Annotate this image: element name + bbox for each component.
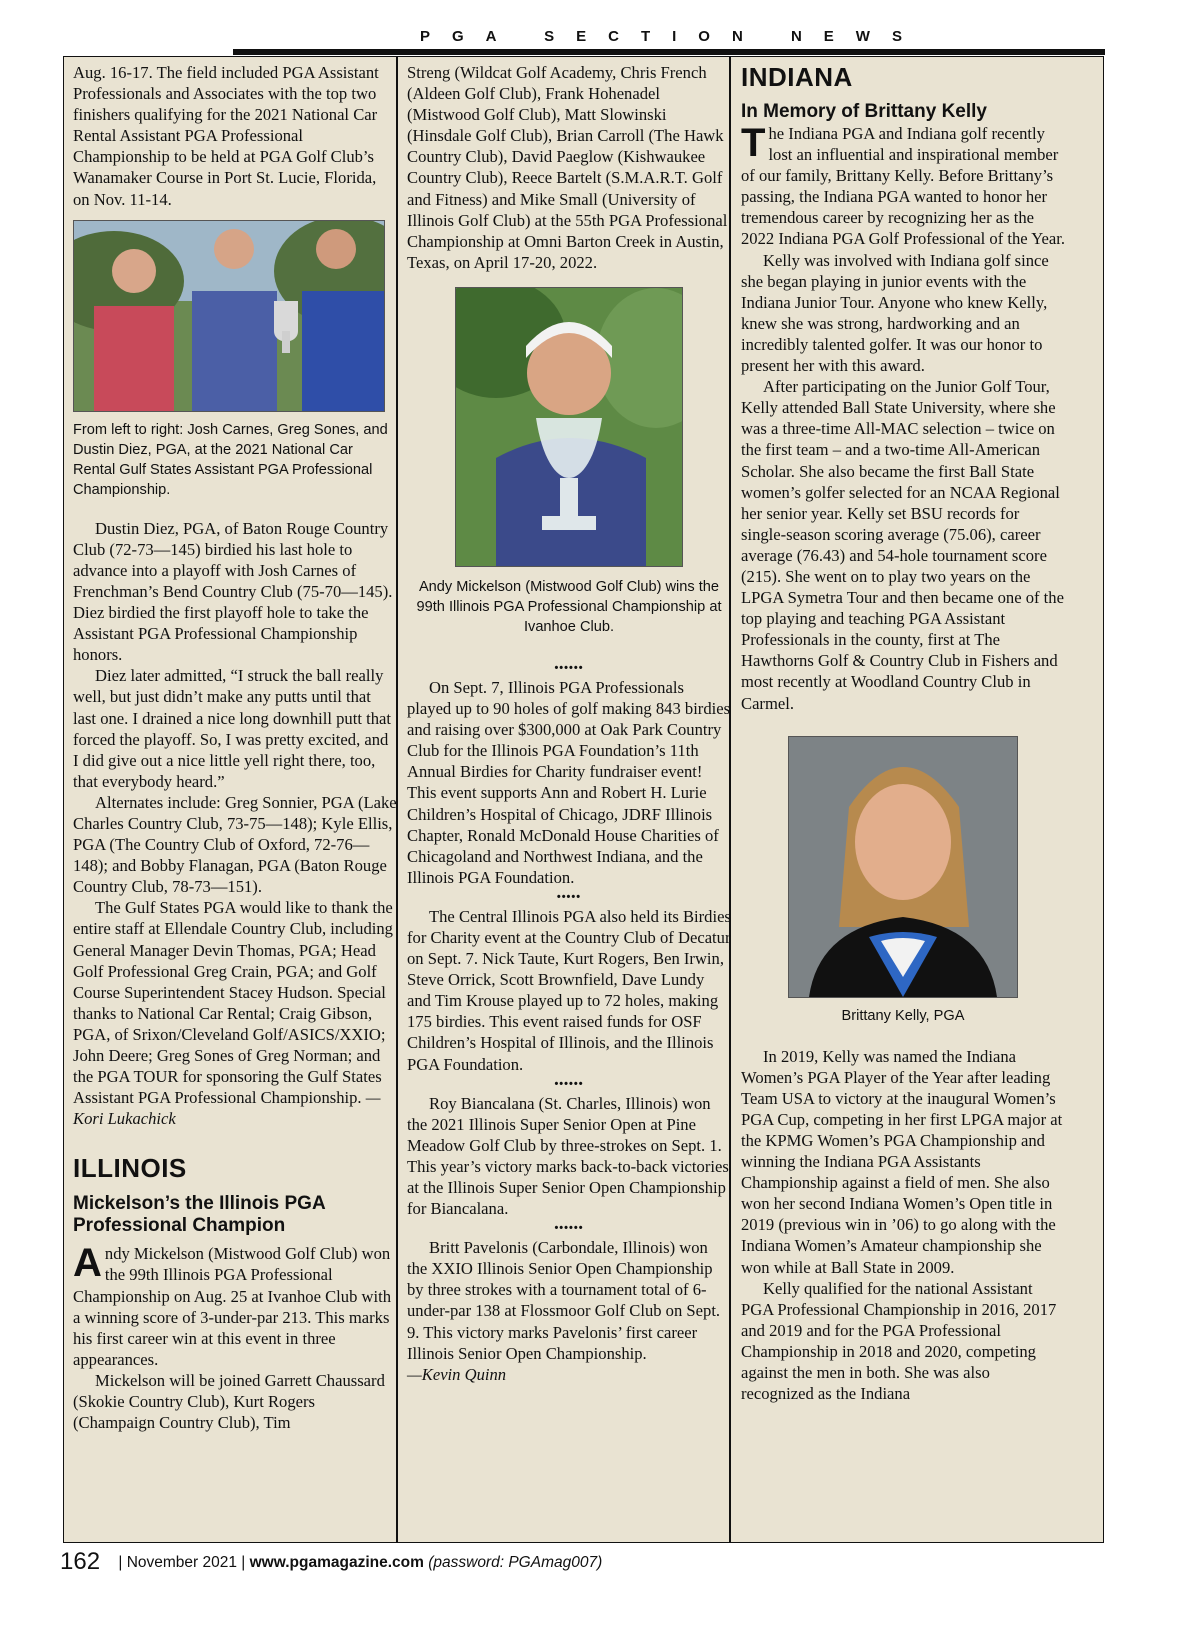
gulf-states-photo-caption: From left to right: Josh Carnes, Greg Sones, and Dustin Diez, PGA, at the 2021 National Car Rental Gulf States Assistant PGA Professional Championship. [73, 421, 388, 498]
central-illinois-paragraph: The Central Illinois PGA also held its Birdies for Charity event at the Country Club of Decatur on Sept. 7. Nick Taute, Kurt Rogers, Ben Irwin, Steve Orrick, Scott Brownfield, Dave Lundy and Tim Krouse played up to 72 holes, making 175 birdies. This event raised funds for OSF Children’s Hospital of Illinois, and the Illinois PGA Foundation. [407, 906, 731, 1074]
website-link[interactable]: www.pgamagazine.com [249, 1554, 424, 1571]
group-trophy-photo [73, 220, 385, 412]
brittany-kelly-caption: Brittany Kelly, PGA [841, 1007, 965, 1024]
password-note: (password: PGAmag007) [428, 1554, 603, 1571]
illinois-paragraph: Mickelson will be joined Garrett Chaussard (Skokie Country Club), Kurt Rogers (Champaign Country Club), Tim [73, 1370, 385, 1433]
indiana-paragraph: After participating on the Junior Golf Tour, Kelly attended Ball State University, where she was a three-time All-MAC selection – twice on the first team – and a two-time All-American Scholar. She also became the first Ball State women’s golfer selected for an NCAA Regional her senior year. Kelly set BSU records for single-season scoring average (75.06), career average (76.43) and 54-hole tournament score (215). She went on to play two years on the LPGA Symetra Tour and then became one of the top playing and teaching PGA Assistant Professionals in the county, first at The Hawthorns Golf & Country Club in Fishers and most recently at Woodland Country Club in Carmel. [741, 377, 1064, 713]
mickelson-photo [455, 287, 683, 567]
brittany-kelly-photo [788, 736, 1018, 998]
separator: ••••• [556, 890, 582, 903]
separator: •••••• [554, 1077, 584, 1090]
drop-cap: T [741, 121, 766, 165]
gulf-states-paragraph: Alternates include: Greg Sonnier, PGA (Lake Charles Country Club, 73-75—148); Kyle Ellis, PGA (The Country Club of Oxford, 72-76—148); and Bobby Flanagan, PGA (Baton Rouge Country Club, 78-73—151). [73, 792, 397, 897]
indiana-lead-paragraph: The Indiana PGA and Indiana golf recently lost an influential and inspirational member of our family, Brittany Kelly. Before Brittany’s passing, the Indiana PGA wanted to honor her tremendous career by recognizing her as the 2022 Indiana PGA Golf Professional of the Year. [741, 121, 1066, 249]
separator: •••••• [554, 661, 584, 674]
gulf-states-paragraph: Diez later admitted, “I struck the ball really well, but just didn’t make any putts until that last one. I drained a nice long downhill putt that forced the playoff. So, I was pretty excited, and I did give out a nice little yell right there, too, that everybody heard.” [73, 666, 391, 791]
separator: •••••• [554, 1222, 584, 1235]
biancalana-paragraph: Roy Biancalana (St. Charles, Illinois) won the 2021 Illinois Super Senior Open at Pine Meadow Golf Club by three-strokes on Sept. 1. This year’s victory marks back-to-back victories at the Illinois Super Senior Open Championship for Biancalana. [407, 1093, 729, 1219]
column-2 [407, 62, 731, 1385]
byline: —Kori Lukachick [73, 1088, 381, 1129]
section-title-indiana: INDIANA [741, 62, 853, 92]
gulf-states-paragraph: The Gulf States PGA would like to thank the entire staff at Ellendale Country Club, including General Manager Devin Thomas, PGA; Head Golf Professional Greg Crain, PGA; and Golf Course Superintendent Stacey Hudson. Special thanks to National Car Rental; Craig Gibson, PGA, of Srixon/Cleveland Golf/ASICS/XXIO; John Deere; Greg Sones of Greg Norman; and the PGA TOUR for sponsoring the Gulf States Assistant PGA Professional Championship. —Kori Lukachick [73, 898, 393, 1129]
section-title-illinois: ILLINOIS [73, 1153, 187, 1184]
pavelonis-paragraph: Britt Pavelonis (Carbondale, Illinois) won the XXIO Illinois Senior Open Championship by three strokes with a tournament total of 6-under-par 138 at Flossmoor Golf Club on Sept. 9. This victory marks Pavelonis’ first career Illinois Senior Open Championship. —Kevin Quinn [407, 1238, 721, 1384]
illinois-lead-paragraph: Andy Mickelson (Mistwood Golf Club) won the 99th Illinois PGA Professional Championship on Aug. 25 at Ivanhoe Club with a winning score of 3-under-par 213. This marks his first career win at this event in three appearances. [73, 1241, 392, 1369]
section-header: PGA SECTION NEWS [420, 28, 924, 45]
byline: —Kevin Quinn [407, 1364, 507, 1384]
indiana-subtitle: In Memory of Brittany Kelly [741, 101, 987, 122]
header-rule [233, 49, 1105, 55]
indiana-paragraph: Kelly was involved with Indiana golf since she began playing in junior events with the Indiana Junior Tour. Anyone who knew Kelly, knew she was strong, hardworking and an incredibly talented golfer. It was our honor to present her with this award. [741, 250, 1049, 376]
mickelson-photo-caption: Andy Mickelson (Mistwood Golf Club) wins the 99th Illinois PGA Professional Championship at Ivanhoe Club. [416, 578, 722, 635]
birdies-paragraph: On Sept. 7, Illinois PGA Professionals played up to 90 holes of golf making 843 birdies and raising over $300,000 at Oak Park Country Club for the Illinois PGA Foundation’s 11th Annual Birdies for Charity fundraiser event! This event supports Ann and Robert H. Lurie Children’s Hospital of Chicago, JDRF Illinois Chapter, Ronald McDonald House Charities of Chicagoland and Northwest Indiana, and the Illinois PGA Foundation. [407, 677, 731, 887]
gulf-states-paragraph: Dustin Diez, PGA, of Baton Rouge Country Club (72-73—145) birdied his last hole to advance into a playoff with Josh Carnes of Frenchman’s Bend Country Club (75-70—145). Diez birdied the first playoff hole to take the Assistant PGA Professional Championship honors. [73, 518, 393, 665]
illinois-subtitle: Mickelson’s the Illinois PGA Professional Champion [73, 1193, 325, 1237]
drop-cap: A [73, 1241, 102, 1286]
column-3 [741, 62, 1065, 1404]
issue-date: | November 2021 | [118, 1554, 246, 1571]
gulf-states-intro: Aug. 16-17. The field included PGA Assistant Professionals and Associates with the top two finishers qualifying for the 2021 National Car Rental Assistant PGA Professional Championship to be held at PGA Golf Club’s Wanamaker Course in Port St. Lucie, Florida, on Nov. 11-14. [73, 63, 379, 209]
page-footer [60, 1548, 602, 1576]
illinois-paragraph: Streng (Wildcat Golf Academy, Chris French (Aldeen Golf Club), Frank Hohenadel (Mistwood Golf Club), Matt Slowinski (Hinsdale Golf Club), Brian Carroll (The Hawk Country Club), David Paeglow (Kishwaukee Country Club), Reece Bartelt (S.M.A.R.T. Golf and Fitness) and Mike Small (University of Illinois Golf Club) at the 55th PGA Professional Championship at Omni Barton Creek in Austin, Texas, on April 17-20, 2022. [407, 63, 728, 272]
page-number: 162 [60, 1548, 101, 1575]
indiana-paragraph: In 2019, Kelly was named the Indiana Women’s PGA Player of the Year after leading Team USA to victory at the inaugural Women’s PGA Cup, competing in her first LPGA major at the KPMG Women’s PGA Championship and winning the Indiana PGA Assistants Championship against a field of men. She also won her second Indiana Women’s Open title in 2019 (previous win in ’06) to go along with the Indiana Women’s Amateur championship she won while at Ball State in 2009. [741, 1046, 1063, 1277]
column-1 [73, 62, 397, 1433]
indiana-paragraph: Kelly qualified for the national Assistant PGA Professional Championship in 2016, 2017 and 2019 and for the PGA Professional Championship in 2018 and 2020, competing against the men in both. She was also recognized as the Indiana [741, 1278, 1057, 1404]
